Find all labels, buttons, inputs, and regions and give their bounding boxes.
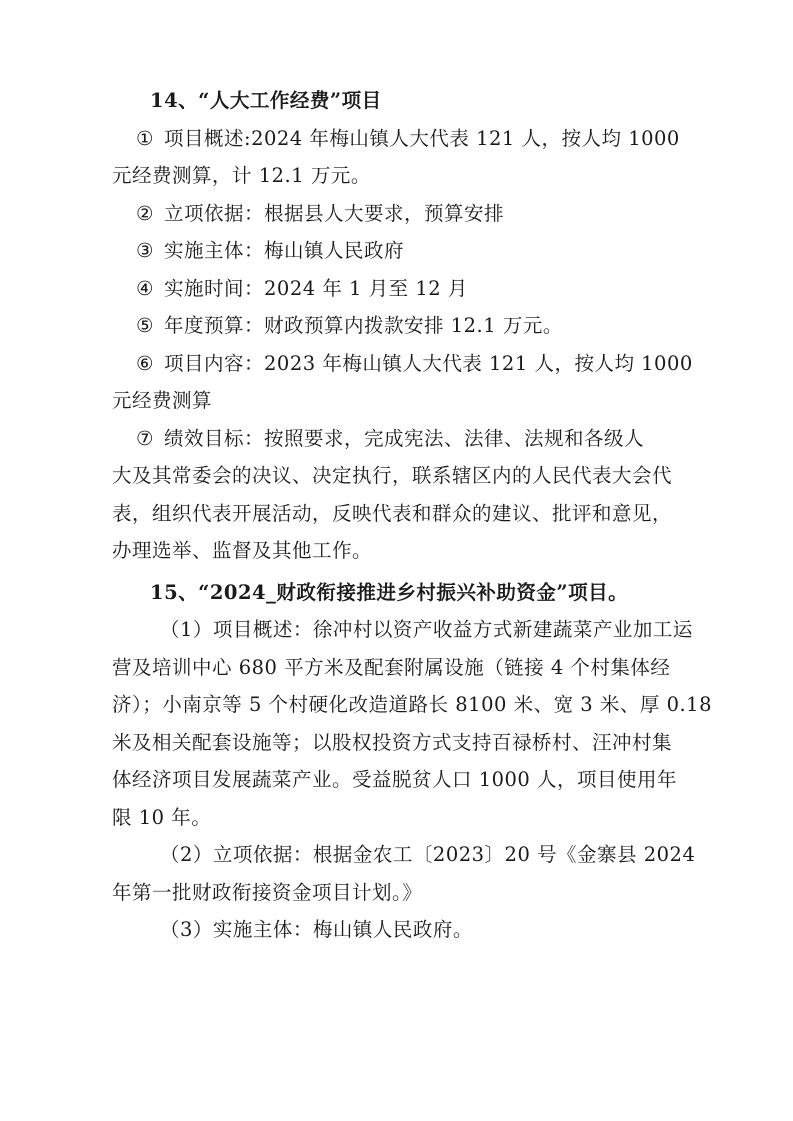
item-text-continued: 元经费测算 (112, 389, 213, 412)
item-text: 实施时间：2024 年 1 月至 12 月 (164, 276, 468, 300)
document-body (112, 82, 712, 949)
item-text: 年度预算：财政预算内拨款安排 12.1 万元。 (164, 314, 563, 337)
item-text: （3）实施主体：梅山镇人民政府。 (160, 918, 473, 941)
section-14-item-2 (112, 195, 672, 233)
item-number: ③ (136, 239, 154, 262)
item-text: （1）项目概述：徐冲村以资产收益方式新建蔬菜产业加工运 (160, 618, 693, 641)
item-text: （2）立项依据：根据金农工〔2023〕20 号《金寨县 2024 (160, 843, 696, 866)
item-text-continued: 济）；小南京等 5 个村硬化改造道路长 8100 米、宽 3 米、厚 0.18 (112, 693, 712, 716)
section-14-item-6 (112, 345, 693, 420)
item-number: ④ (136, 276, 154, 300)
item-number: ① (136, 126, 154, 150)
section-15-item-3 (112, 911, 672, 949)
item-text: 实施主体：梅山镇人民政府 (164, 239, 405, 262)
item-text: 绩效目标：按照要求，完成宪法、法律、法规和各级人 (164, 426, 645, 450)
item-number: ⑦ (136, 426, 154, 450)
item-text-continued: 营及培训中心 680 平方米及配套附属设施（链接 4 个村集体经 (112, 655, 671, 679)
item-text-continued: 体经济项目发展蔬菜产业。受益脱贫人口 1000 人，项目使用年 (112, 768, 678, 791)
section-15-item-2 (112, 836, 696, 911)
section-15-item-1 (112, 611, 712, 836)
item-text-continued: 年第一批财政衔接资金项目计划。》 (112, 880, 423, 904)
item-text: 项目概述:2024 年梅山镇人大代表 121 人，按人均 1000 (164, 126, 680, 150)
section-14-heading: 14、“人大工作经费”项目 (150, 89, 382, 112)
item-number: ⑤ (136, 314, 154, 337)
section-14-item-7 (112, 420, 672, 570)
section-15-heading: 15、“2024_财政衔接推进乡村振兴补助资金”项目。 (150, 580, 629, 604)
item-text: 立项依据：根据县人大要求，预算安排 (164, 201, 505, 225)
item-text-continued: 限 10 年。 (112, 805, 212, 829)
section-14-item-5 (112, 307, 672, 345)
item-text: 项目内容：2023 年梅山镇人大代表 121 人，按人均 1000 (164, 351, 693, 375)
section-14-item-3 (112, 232, 672, 270)
section-14-item-4 (112, 270, 672, 308)
item-text-continued: 大及其常委会的决议、决定执行，联系辖区内的人民代表大会代 (112, 464, 673, 487)
item-text-continued: 米及相关配套设施等；以股权投资方式支持百禄桥村、汪冲村集 (112, 730, 673, 754)
item-text-continued: 表，组织代表开展活动，反映代表和群众的建议、批评和意见， (112, 501, 673, 525)
item-text-continued: 办理选举、监督及其他工作。 (112, 539, 373, 562)
item-number: ⑥ (136, 351, 154, 375)
item-number: ② (136, 201, 154, 225)
item-text-continued: 元经费测算，计 12.1 万元。 (112, 164, 371, 187)
section-14-item-1 (112, 120, 680, 195)
